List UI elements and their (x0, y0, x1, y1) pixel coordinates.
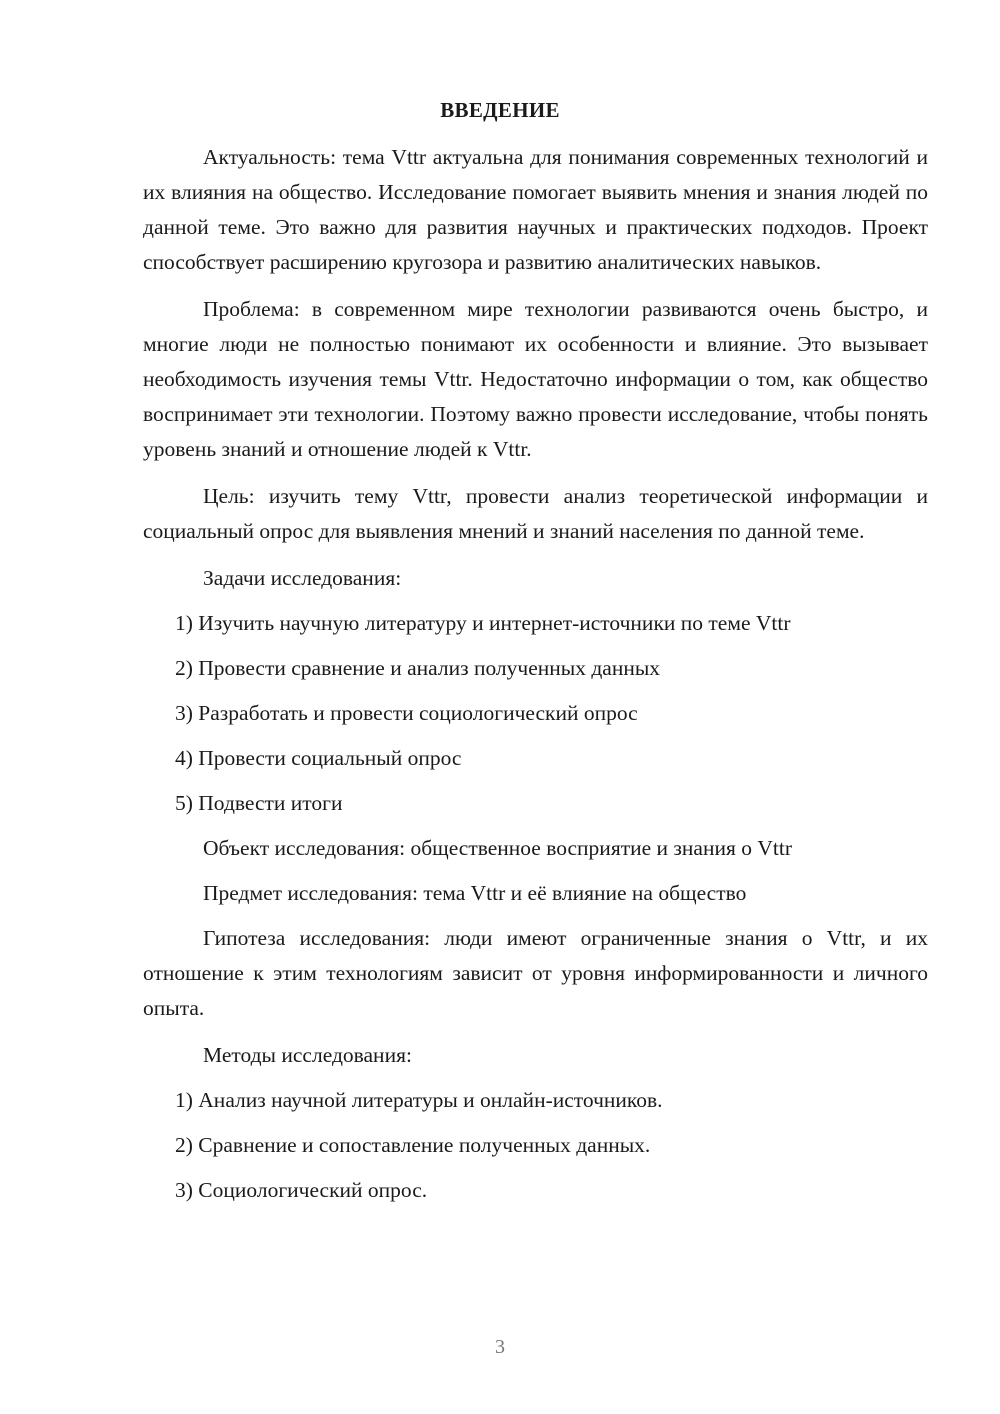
task-item: 5) Подвести итоги (175, 791, 343, 815)
methods-heading: Методы исследования: (203, 1043, 412, 1067)
section-title: ВВЕДЕНИЕ (440, 98, 560, 122)
page-number: 3 (495, 1336, 505, 1358)
hypothesis-paragraph: Гипотеза исследования: люди имеют ограниченные знания о Vttr, и их отношение к этим технологиям зависит от уровня информированности и личного опыта. (143, 926, 928, 1020)
method-item: 1) Анализ научной литературы и онлайн-источников. (175, 1088, 663, 1112)
research-object: Объект исследования: общественное восприятие и знания о Vttr (203, 836, 792, 860)
tasks-heading: Задачи исследования: (203, 566, 402, 590)
problem-paragraph: Проблема: в современном мире технологии развиваются очень быстро, и многие люди не полностью понимают их особенности и влияние. Это вызывает необходимость изучения темы Vttr. Недостаточно информации о том, как общество воспринимает эти технологии. Поэтому важно провести исследование, чтобы понять уровень знаний и отношение людей к Vttr. (143, 297, 928, 461)
task-item: 1) Изучить научную литературу и интернет-источники по теме Vttr (175, 611, 791, 635)
research-subject: Предмет исследования: тема Vttr и её влияние на общество (203, 881, 747, 905)
relevance-paragraph: Актуальность: тема Vttr актуальна для понимания современных технологий и их влияния на общество. Исследование помогает выявить мнения и знания людей по данной теме. Это важно для развития научных и практических подходов. Проект способствует расширению кругозора и развитию аналитических навыков. (143, 145, 928, 274)
task-item: 2) Провести сравнение и анализ полученных данных (175, 656, 661, 680)
goal-paragraph: Цель: изучить тему Vttr, провести анализ теоретической информации и социальный опрос для выявления мнений и знаний населения по данной теме. (143, 484, 928, 543)
method-item: 2) Сравнение и сопоставление полученных данных. (175, 1133, 651, 1157)
methods-list (143, 1083, 928, 1208)
task-item: 4) Провести социальный опрос (175, 746, 462, 770)
method-item: 3) Социологический опрос. (175, 1178, 428, 1202)
tasks-list (143, 606, 928, 821)
task-item: 3) Разработать и провести социологический опрос (175, 701, 638, 725)
document-body (143, 140, 928, 1218)
